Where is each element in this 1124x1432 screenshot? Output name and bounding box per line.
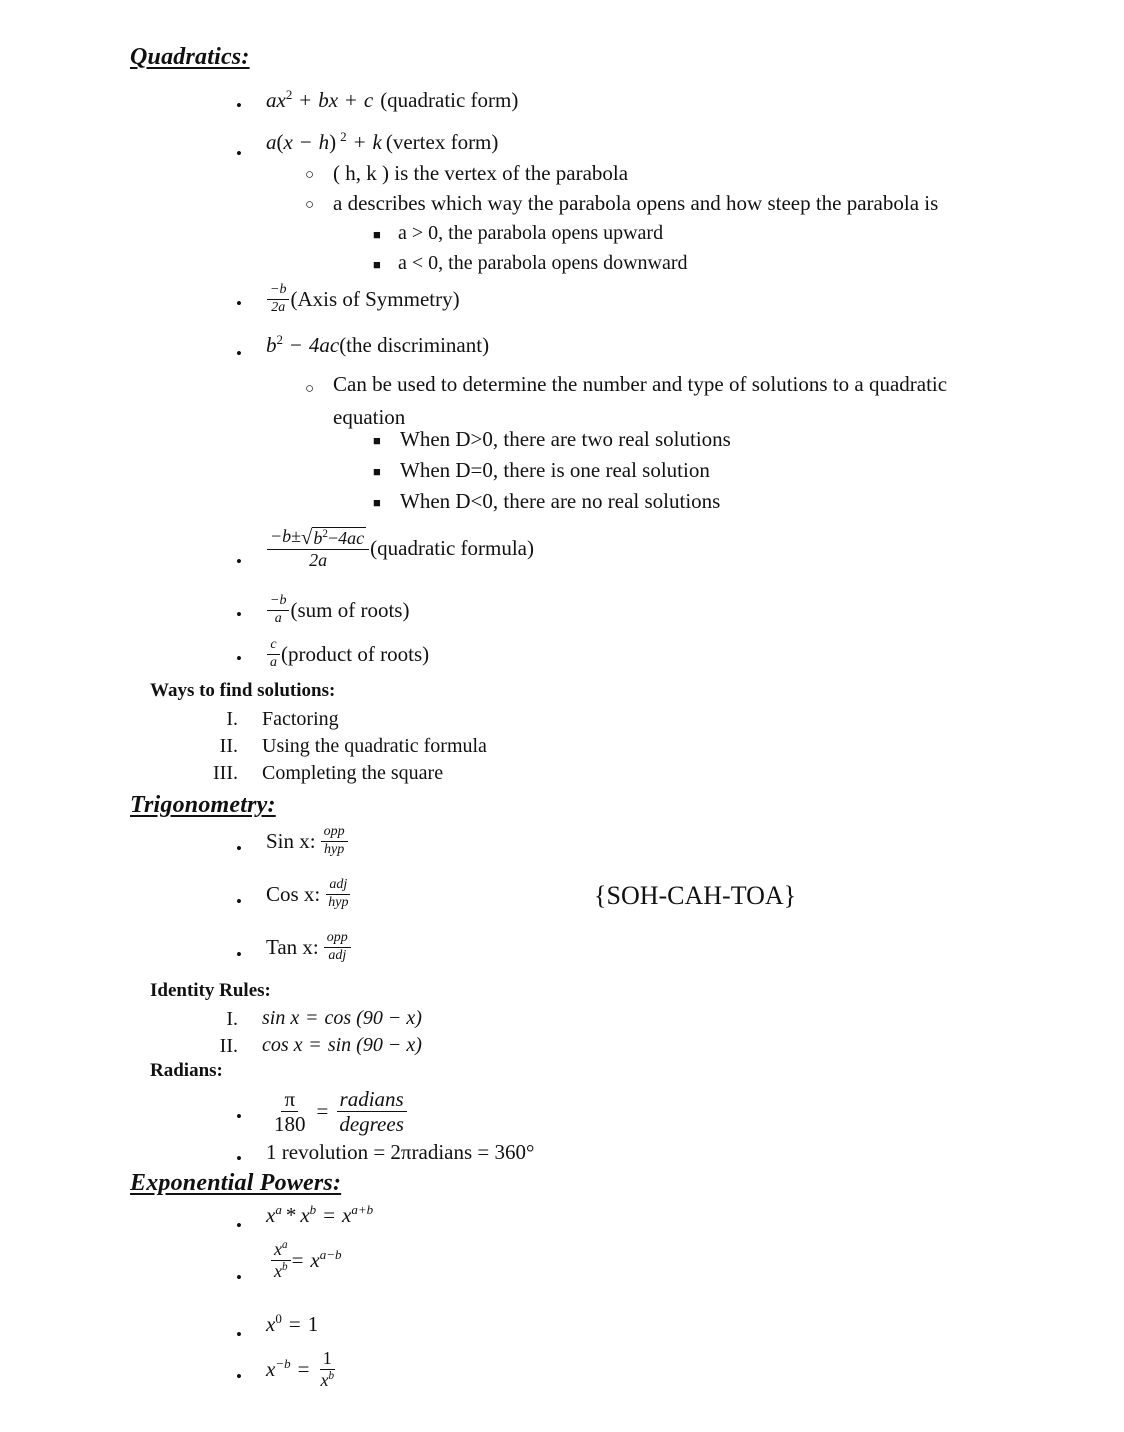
sum-of-roots-note: (sum of roots) (290, 597, 410, 622)
bullet-level3: ■ (373, 464, 381, 479)
bullet-level1: • (236, 1268, 242, 1287)
bullet-level1: • (236, 649, 242, 668)
soh-cah-toa-mnemonic: {SOH-CAH-TOA} (594, 881, 797, 910)
section-heading-exponential-powers: Exponential Powers: (130, 1170, 342, 1196)
a-positive-item (398, 222, 663, 245)
axis-of-symmetry-item (266, 283, 460, 315)
cos-label: Cos x: (266, 881, 321, 906)
bullet-level3: ■ (373, 433, 381, 448)
subheading-ways-to-find-solutions: Ways to find solutions: (150, 680, 336, 701)
discriminant-note: (the discriminant) (339, 333, 490, 357)
discriminant-use-text: Can be used to determine the number and type of solutions to a quadratic equation (333, 372, 948, 429)
vertex-form-item (266, 130, 498, 155)
fraction-sum-of-roots: $\frac{-b}{a}$ (267, 594, 289, 626)
vertex-form-note: (vertex form) (385, 130, 499, 154)
a-positive-text: a > 0, the parabola opens upward (398, 222, 664, 244)
product-rule-item (266, 1203, 373, 1228)
formula-product-rule: $x^a * x^b = x^{a+b}$ (266, 1202, 374, 1227)
formula-discriminant: $b^2 - 4ac$ (266, 332, 340, 357)
fraction-quadratic-formula: −b± √ $b^2-4ac$ 2a (267, 527, 369, 570)
section-heading-trigonometry: Trigonometry: (130, 792, 276, 818)
bullet-level1: • (236, 1149, 242, 1168)
discriminant-item (266, 333, 489, 358)
formula-negative-power-left: $x^{-b}$ (266, 1355, 291, 1381)
fraction-one-over-x-b: $\frac{1}{x^b}$ (320, 1348, 335, 1390)
formula-quadratic-form: $ax^2$ + bx + c (266, 87, 374, 112)
tan-label: Tan x: (266, 934, 319, 959)
a-describes-item (333, 191, 938, 216)
ways-item-factoring: Factoring (262, 708, 339, 730)
quadratic-formula-item (266, 527, 534, 570)
vertex-point-text: ( h, k ) is the vertex of the parabola (333, 161, 629, 185)
subheading-radians: Radians: (150, 1060, 223, 1081)
sin-ratio-item (266, 825, 349, 857)
tan-ratio-item (266, 931, 352, 963)
radical-icon: √ $b^2-4ac$ (301, 527, 365, 550)
bullet-level1: • (236, 1325, 242, 1344)
fraction-quotient-rule: $\frac{x^a}{x^b}$ (271, 1240, 291, 1281)
d-less-item (400, 489, 720, 514)
zero-power-item (266, 1312, 318, 1337)
bullet-level1: • (236, 605, 242, 624)
bullet-level2: ○ (305, 197, 315, 213)
bullet-level1: • (236, 839, 242, 858)
fraction-axis-of-symmetry: $\frac{-b}{2a}$ (267, 283, 289, 315)
fraction-pi-over-180: $\frac{\pi}{180}$ (274, 1087, 306, 1137)
fraction-product-of-roots: $\frac{c}{a}$ (267, 638, 280, 670)
fraction-tan-ratio: $\frac{\text{opp}}{\text{adj}}$ (324, 931, 351, 963)
subheading-identity-rules: Identity Rules: (150, 980, 271, 1001)
sum-of-roots-item (266, 594, 409, 626)
bullet-level3: ■ (373, 227, 381, 242)
product-of-roots-note: (product of roots) (281, 641, 430, 666)
d-less-text: When D<0, there are no real solutions (400, 489, 721, 513)
roman-numeral: II. (219, 1035, 238, 1057)
sin-label: Sin x: (266, 828, 316, 853)
a-negative-text: a < 0, the parabola opens downward (398, 252, 688, 274)
cos-ratio-item (266, 878, 352, 910)
discriminant-use-item (333, 368, 993, 433)
formula-zero-power: $x^0 = 1$ (266, 1311, 319, 1336)
bullet-level1: • (236, 1107, 242, 1126)
bullet-level1: • (236, 1367, 242, 1386)
fraction-sin-ratio: $\frac{\text{opp}}{\text{hyp}}$ (321, 825, 348, 857)
bullet-level1: • (236, 892, 242, 911)
bullet-level2: ○ (305, 167, 315, 183)
bullet-level2: ○ (305, 381, 315, 397)
roman-numeral: II. (219, 735, 238, 757)
formula-quotient-result: $x^{a-b}$ (310, 1246, 342, 1272)
ways-item-quadratic-formula: Using the quadratic formula (262, 735, 487, 757)
revolution-item (266, 1140, 534, 1165)
d-greater-item (400, 427, 731, 452)
radian-equals: = (316, 1099, 329, 1124)
a-negative-item (398, 252, 688, 275)
radian-ratio-item (270, 1088, 408, 1135)
fraction-cos-ratio: $\frac{\text{adj}}{\text{hyp}}$ (328, 877, 349, 910)
product-of-roots-item (266, 638, 429, 670)
bullet-level1: • (236, 96, 242, 115)
roman-numeral: I. (226, 1008, 238, 1030)
axis-of-symmetry-note: (Axis of Symmetry) (290, 286, 460, 311)
bullet-level1: • (236, 294, 242, 313)
vertex-point-item (333, 161, 628, 186)
revolution-text: 1 revolution = 2πradians = 360° (266, 1140, 535, 1164)
roman-numeral: I. (226, 708, 238, 730)
bullet-level1: • (236, 1216, 242, 1235)
negative-power-equals: = (297, 1356, 310, 1381)
quadratic-formula-note: (quadratic formula) (370, 536, 534, 561)
quotient-equals: = (291, 1247, 304, 1272)
bullet-level1: • (236, 945, 242, 964)
quadratic-form-item (266, 88, 518, 113)
bullet-level3: ■ (373, 257, 381, 272)
identity-rule-sin: sin x = cos (90 − x) (262, 1007, 422, 1029)
quotient-rule-item (270, 1240, 342, 1281)
d-equal-item (400, 458, 710, 483)
roman-numeral: III. (213, 762, 238, 784)
quadratic-form-note: (quadratic form) (380, 88, 519, 112)
d-greater-text: When D>0, there are two real solutions (400, 427, 731, 451)
bullet-level1: • (236, 344, 242, 363)
formula-vertex-form: a(x − h) $^2$ + k (266, 129, 382, 154)
a-describes-text: a describes which way the parabola opens and how steep the parabola is (333, 191, 939, 215)
section-heading-quadratics: Quadratics: (130, 44, 250, 70)
d-equal-text: When D=0, there is one real solution (400, 458, 710, 482)
bullet-level3: ■ (373, 495, 381, 510)
bullet-level1: • (236, 552, 242, 571)
identity-rule-cos: cos x = sin (90 − x) (262, 1034, 422, 1056)
negative-power-item (266, 1349, 338, 1390)
bullet-level1: • (236, 144, 242, 163)
ways-item-completing-square: Completing the square (262, 762, 444, 784)
fraction-radians-over-degrees: $\frac{\text{radians}}{\text{degrees}}$ (336, 1088, 407, 1135)
